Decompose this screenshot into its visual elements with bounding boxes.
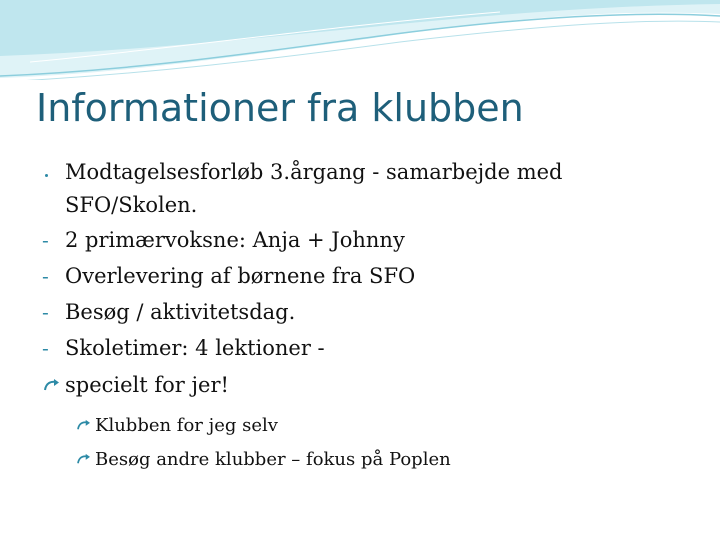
dot-icon <box>45 174 48 177</box>
bullet-text: Skoletimer: 4 lektioner - <box>65 336 325 360</box>
curved-arrow-icon <box>43 378 61 392</box>
slide-title: Informationer fra klubben <box>36 86 524 130</box>
dash-marker: - <box>42 264 49 288</box>
bullet-text: specielt for jer! <box>65 373 229 397</box>
bullet-text: 2 primærvoksne: Anja + Johnny <box>65 228 405 252</box>
dash-marker: - <box>42 228 49 252</box>
curved-arrow-icon <box>76 453 92 465</box>
bullet-text: Modtagelsesforløb 3.årgang - samarbejde med <box>65 160 563 184</box>
dash-marker: - <box>42 336 49 360</box>
bullet-text-continued: SFO/Skolen. <box>65 193 198 217</box>
bullet-text: Overlevering af børnene fra SFO <box>65 264 416 288</box>
sub-bullet-text: Klubben for jeg selv <box>95 415 278 436</box>
dash-marker: - <box>42 300 49 324</box>
bullet-text: Besøg / aktivitetsdag. <box>65 300 296 324</box>
curved-arrow-icon <box>76 419 92 431</box>
sub-bullet-text: Besøg andre klubber – fokus på Poplen <box>95 449 451 470</box>
